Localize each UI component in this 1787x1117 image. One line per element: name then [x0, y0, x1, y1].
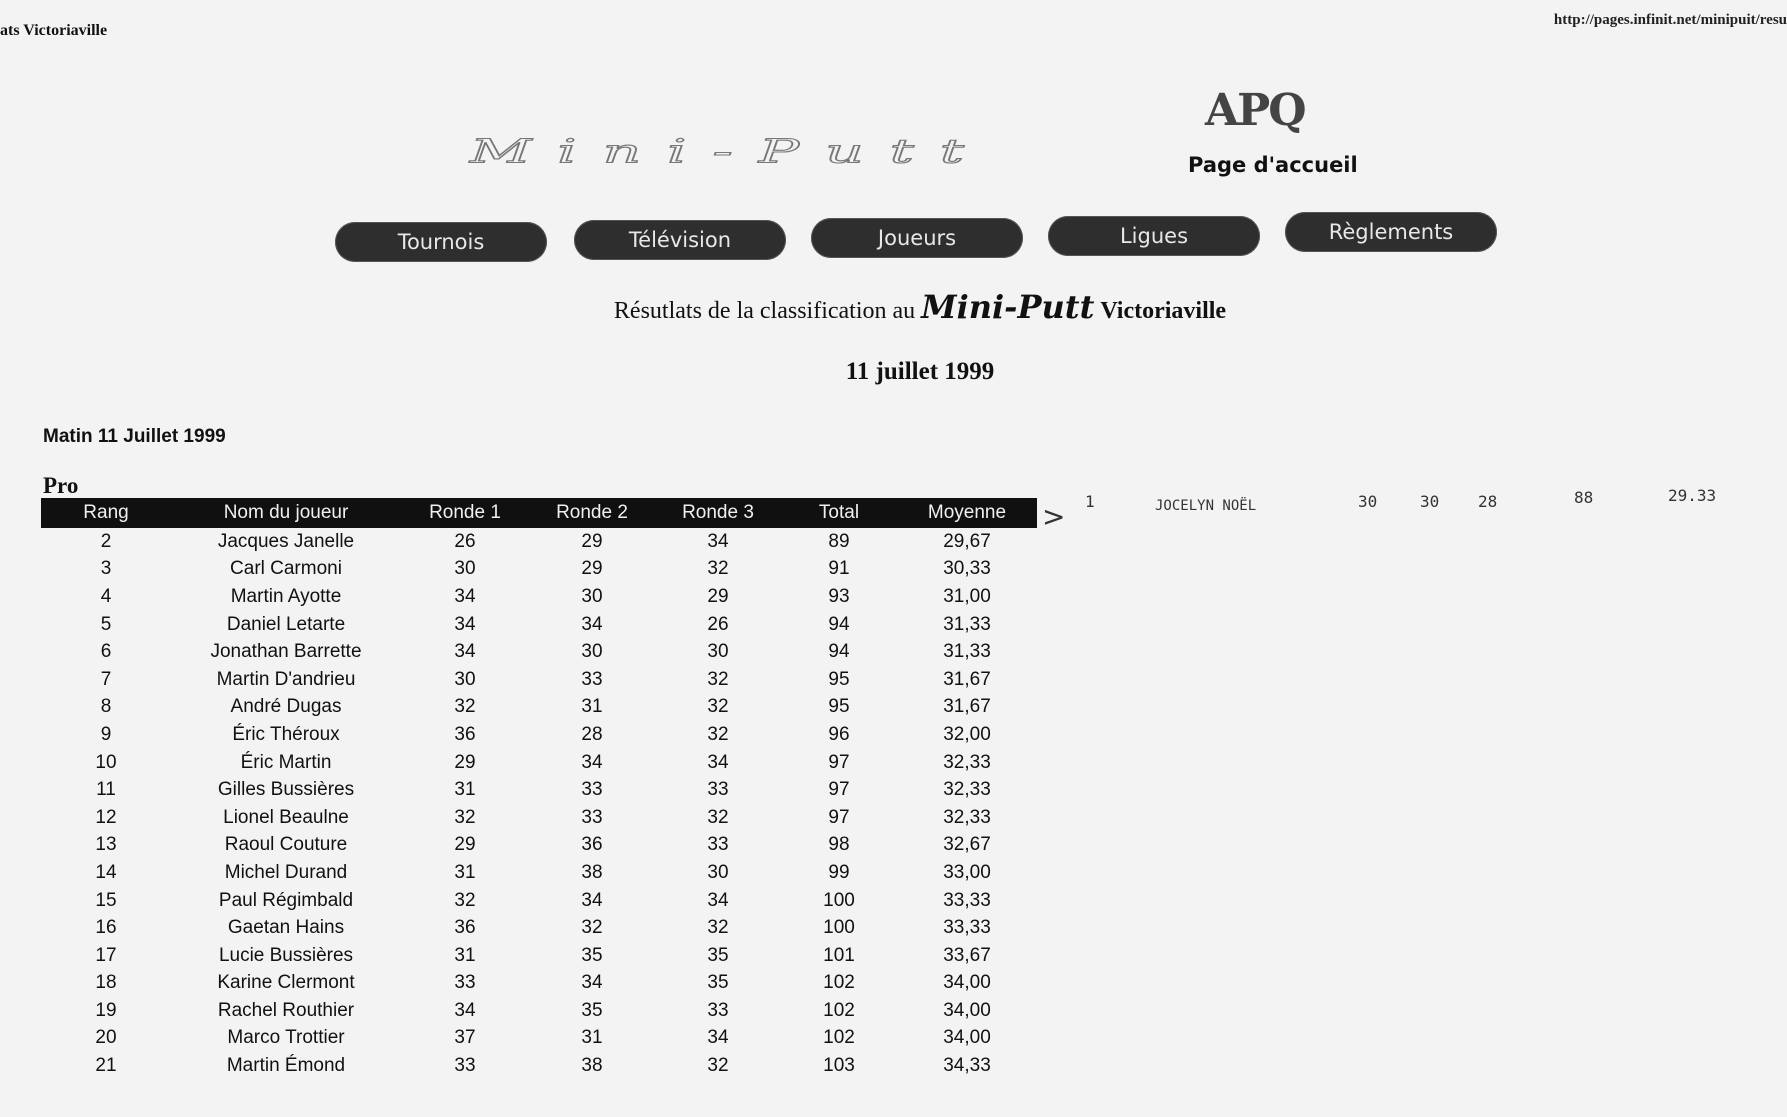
cell-nom: Karine Clermont: [217, 972, 355, 994]
cell-ronde1: 33: [454, 972, 476, 994]
cell-ronde3: 30: [707, 861, 729, 883]
cell-ronde2: 35: [581, 944, 603, 966]
handwritten-average: 29.33: [1668, 486, 1717, 505]
cell-total: 96: [828, 723, 850, 745]
cell-moyenne: 31,67: [943, 668, 991, 690]
cell-total: 102: [823, 1027, 855, 1049]
cell-ronde3: 34: [707, 751, 729, 773]
cell-nom: Gilles Bussières: [217, 779, 355, 801]
cell-rang: 10: [95, 751, 117, 773]
cell-ronde1: 31: [454, 861, 476, 883]
cell-ronde3: 33: [707, 999, 729, 1021]
cell-total: 97: [828, 806, 850, 828]
cell-ronde3: 33: [707, 834, 729, 856]
site-banner: [470, 85, 1370, 195]
cell-total: 93: [828, 585, 850, 607]
cell-nom: Lucie Bussières: [218, 944, 354, 966]
cell-ronde3: 34: [707, 1027, 729, 1049]
cell-ronde1: 30: [454, 668, 476, 690]
cell-ronde3: 30: [707, 641, 729, 663]
main-nav: [335, 212, 1500, 262]
cell-nom: Martin D'andrieu: [216, 668, 356, 690]
results-body: [41, 528, 1037, 1080]
cell-nom: Lionel Beaulne: [223, 806, 349, 828]
cell-rang: 6: [100, 641, 112, 663]
cell-nom: Daniel Letarte: [226, 613, 346, 635]
cell-total: 95: [828, 668, 850, 690]
handwritten-total: 88: [1574, 488, 1594, 507]
cell-moyenne: 30,33: [943, 558, 991, 580]
cell-total: 102: [823, 972, 855, 994]
cell-ronde3: 32: [707, 696, 729, 718]
cell-total: 102: [823, 999, 855, 1021]
cell-ronde1: 31: [454, 779, 476, 801]
col-header-ronde3: Ronde 3: [655, 498, 781, 528]
cell-ronde2: 33: [581, 806, 603, 828]
cell-moyenne: 31,33: [943, 641, 991, 663]
cell-total: 101: [823, 944, 855, 966]
cell-ronde2: 33: [581, 779, 603, 801]
cell-ronde1: 31: [454, 944, 476, 966]
cell-moyenne: 34,00: [943, 1027, 991, 1049]
cell-nom: Raoul Couture: [224, 834, 348, 856]
cell-ronde2: 31: [581, 1027, 603, 1049]
cell-moyenne: 31,67: [943, 696, 991, 718]
cell-ronde3: 29: [707, 585, 729, 607]
cell-rang: 15: [95, 889, 117, 911]
table-row: [41, 1025, 1037, 1053]
cell-ronde1: 37: [454, 1027, 476, 1049]
cell-ronde3: 32: [707, 668, 729, 690]
cell-nom: Marco Trottier: [227, 1027, 345, 1049]
table-row: [41, 914, 1037, 942]
cell-total: 97: [828, 751, 850, 773]
cell-nom: Martin Émond: [226, 1055, 346, 1077]
cell-rang: 11: [96, 779, 116, 801]
title-prefix: Résutlats de la classification au: [613, 298, 916, 324]
cell-total: 94: [828, 641, 850, 663]
cell-moyenne: 34,00: [943, 999, 991, 1021]
cell-nom: Jacques Janelle: [217, 530, 355, 552]
table-row: [41, 556, 1037, 584]
cell-nom: Martin Ayotte: [230, 585, 342, 607]
cell-ronde2: 34: [581, 613, 603, 635]
cell-ronde2: 29: [581, 530, 603, 552]
cell-ronde2: 30: [581, 641, 603, 663]
cell-ronde1: 36: [454, 723, 476, 745]
table-row: [41, 611, 1037, 639]
table-row: [41, 694, 1037, 722]
table-row: [41, 859, 1037, 887]
cell-moyenne: 32,33: [943, 751, 991, 773]
cell-ronde2: 30: [581, 585, 603, 607]
cell-ronde2: 33: [581, 668, 603, 690]
cell-ronde2: 32: [581, 917, 603, 939]
cell-ronde3: 32: [707, 806, 729, 828]
cell-nom: Paul Régimbald: [218, 889, 354, 911]
cell-ronde2: 38: [581, 1055, 603, 1077]
cell-ronde2: 28: [581, 723, 603, 745]
nav-button-joueurs[interactable]: Joueurs: [811, 218, 1023, 258]
table-row: [41, 804, 1037, 832]
cell-ronde3: 33: [707, 779, 729, 801]
handwritten-name: JOCELYN NOËL: [1155, 498, 1257, 514]
col-header-total: Total: [781, 498, 897, 528]
cell-moyenne: 31,33: [943, 613, 991, 635]
table-row: [41, 749, 1037, 777]
cell-rang: 17: [95, 944, 117, 966]
cell-total: 94: [828, 613, 850, 635]
cell-moyenne: 31,00: [943, 585, 991, 607]
cell-ronde2: 35: [581, 999, 603, 1021]
cell-moyenne: 29,67: [943, 530, 991, 552]
cell-ronde1: 30: [454, 558, 476, 580]
page-title: [0, 288, 1787, 326]
cell-rang: 21: [95, 1055, 117, 1077]
cell-ronde1: 32: [454, 889, 476, 911]
cell-ronde2: 34: [581, 751, 603, 773]
cell-ronde3: 32: [707, 723, 729, 745]
cell-rang: 3: [100, 558, 112, 580]
cell-rang: 7: [100, 668, 112, 690]
cell-ronde1: 34: [454, 999, 476, 1021]
cell-rang: 5: [100, 613, 112, 635]
cell-total: 103: [823, 1055, 855, 1077]
cell-ronde2: 31: [581, 696, 603, 718]
cell-rang: 8: [100, 696, 112, 718]
cell-ronde1: 34: [454, 613, 476, 635]
table-row: [41, 638, 1037, 666]
cell-ronde1: 26: [454, 530, 476, 552]
cell-rang: 13: [95, 834, 117, 856]
apq-logo: APQ: [1205, 85, 1305, 136]
table-row: [41, 997, 1037, 1025]
cell-moyenne: 32,33: [943, 806, 991, 828]
results-table: [41, 498, 1037, 1080]
header-left-text: ats Victoriaville: [0, 22, 108, 39]
category-heading: Pro: [43, 473, 79, 498]
title-brand: Mini-Putt: [921, 288, 1095, 326]
title-city: Victoriaville: [1100, 298, 1227, 324]
cell-nom: Rachel Routhier: [217, 999, 355, 1021]
cell-rang: 9: [100, 723, 112, 745]
cell-rang: 19: [95, 999, 117, 1021]
table-row: [41, 832, 1037, 860]
handwritten-arrow: >: [1042, 500, 1066, 533]
cell-nom: Éric Théroux: [232, 723, 340, 745]
table-row: [41, 583, 1037, 611]
cell-ronde1: 34: [454, 585, 476, 607]
cell-ronde3: 32: [707, 917, 729, 939]
cell-ronde1: 32: [454, 696, 476, 718]
cell-moyenne: 33,00: [943, 861, 991, 883]
table-row: [41, 1052, 1037, 1080]
nav-button-reglements[interactable]: Règlements: [1285, 212, 1497, 252]
cell-ronde3: 35: [707, 944, 729, 966]
table-row: [41, 666, 1037, 694]
cell-ronde3: 32: [707, 1055, 729, 1077]
cell-nom: Jonathan Barrette: [210, 641, 362, 663]
cell-ronde2: 36: [581, 834, 603, 856]
cell-total: 95: [828, 696, 850, 718]
cell-ronde1: 29: [454, 834, 476, 856]
cell-rang: 20: [95, 1027, 117, 1049]
cell-nom: Éric Martin: [240, 751, 332, 773]
cell-total: 91: [828, 558, 850, 580]
cell-ronde3: 34: [707, 889, 729, 911]
cell-total: 89: [828, 530, 850, 552]
handwritten-r2: 30: [1420, 492, 1440, 511]
table-header-row: [41, 498, 1037, 528]
cell-nom: Michel Durand: [224, 861, 348, 883]
cell-ronde2: 38: [581, 861, 603, 883]
cell-moyenne: 33,33: [943, 917, 991, 939]
cell-total: 100: [823, 917, 855, 939]
handwritten-r3: 28: [1478, 492, 1498, 511]
cell-ronde2: 29: [581, 558, 603, 580]
cell-ronde3: 32: [707, 558, 729, 580]
cell-moyenne: 34,00: [943, 972, 991, 994]
cell-ronde1: 33: [454, 1055, 476, 1077]
cell-ronde1: 34: [454, 641, 476, 663]
cell-rang: 12: [95, 806, 117, 828]
cell-total: 98: [828, 834, 850, 856]
cell-total: 99: [828, 861, 850, 883]
home-link[interactable]: Page d'accueil: [1188, 153, 1358, 177]
cell-rang: 18: [95, 972, 117, 994]
col-header-moyenne: Moyenne: [897, 498, 1037, 528]
mini-putt-logo: Mini-Putt: [470, 132, 990, 171]
table-row: [41, 942, 1037, 970]
table-row: [41, 721, 1037, 749]
cell-rang: 2: [100, 530, 112, 552]
cell-ronde1: 32: [454, 806, 476, 828]
cell-moyenne: 33,33: [943, 889, 991, 911]
cell-total: 100: [823, 889, 855, 911]
handwritten-rank: 1: [1085, 492, 1095, 511]
cell-moyenne: 34,33: [943, 1055, 991, 1077]
header-url-text: http://pages.infinit.net/minipuit/resu: [1553, 12, 1787, 28]
cell-nom: André Dugas: [230, 696, 342, 718]
cell-moyenne: 33,67: [943, 944, 991, 966]
table-row: [41, 887, 1037, 915]
col-header-rang: Rang: [41, 498, 171, 528]
table-row: [41, 970, 1037, 998]
cell-ronde1: 36: [454, 917, 476, 939]
cell-nom: Carl Carmoni: [230, 558, 342, 580]
cell-moyenne: 32,00: [943, 723, 991, 745]
col-header-ronde2: Ronde 2: [529, 498, 655, 528]
handwritten-r1: 30: [1358, 492, 1378, 511]
table-row: [41, 776, 1037, 804]
cell-ronde3: 26: [707, 613, 729, 635]
cell-rang: 16: [95, 917, 117, 939]
cell-ronde1: 29: [454, 751, 476, 773]
col-header-nom: Nom du joueur: [171, 498, 401, 528]
cell-total: 97: [828, 779, 850, 801]
cell-ronde2: 34: [581, 889, 603, 911]
cell-ronde2: 34: [581, 972, 603, 994]
nav-button-ligues[interactable]: Ligues: [1048, 216, 1260, 256]
cell-rang: 14: [95, 861, 117, 883]
cell-rang: 4: [100, 585, 112, 607]
cell-nom: Gaetan Hains: [227, 917, 345, 939]
nav-button-tournois[interactable]: Tournois: [335, 222, 547, 262]
nav-button-television[interactable]: Télévision: [574, 220, 786, 260]
col-header-ronde1: Ronde 1: [401, 498, 529, 528]
cell-moyenne: 32,67: [943, 834, 991, 856]
cell-moyenne: 32,33: [943, 779, 991, 801]
table-row: [41, 528, 1037, 556]
cell-ronde3: 35: [707, 972, 729, 994]
session-heading: Matin 11 Juillet 1999: [43, 426, 226, 447]
page-date: 11 juillet 1999: [845, 358, 995, 385]
cell-ronde3: 34: [707, 530, 729, 552]
